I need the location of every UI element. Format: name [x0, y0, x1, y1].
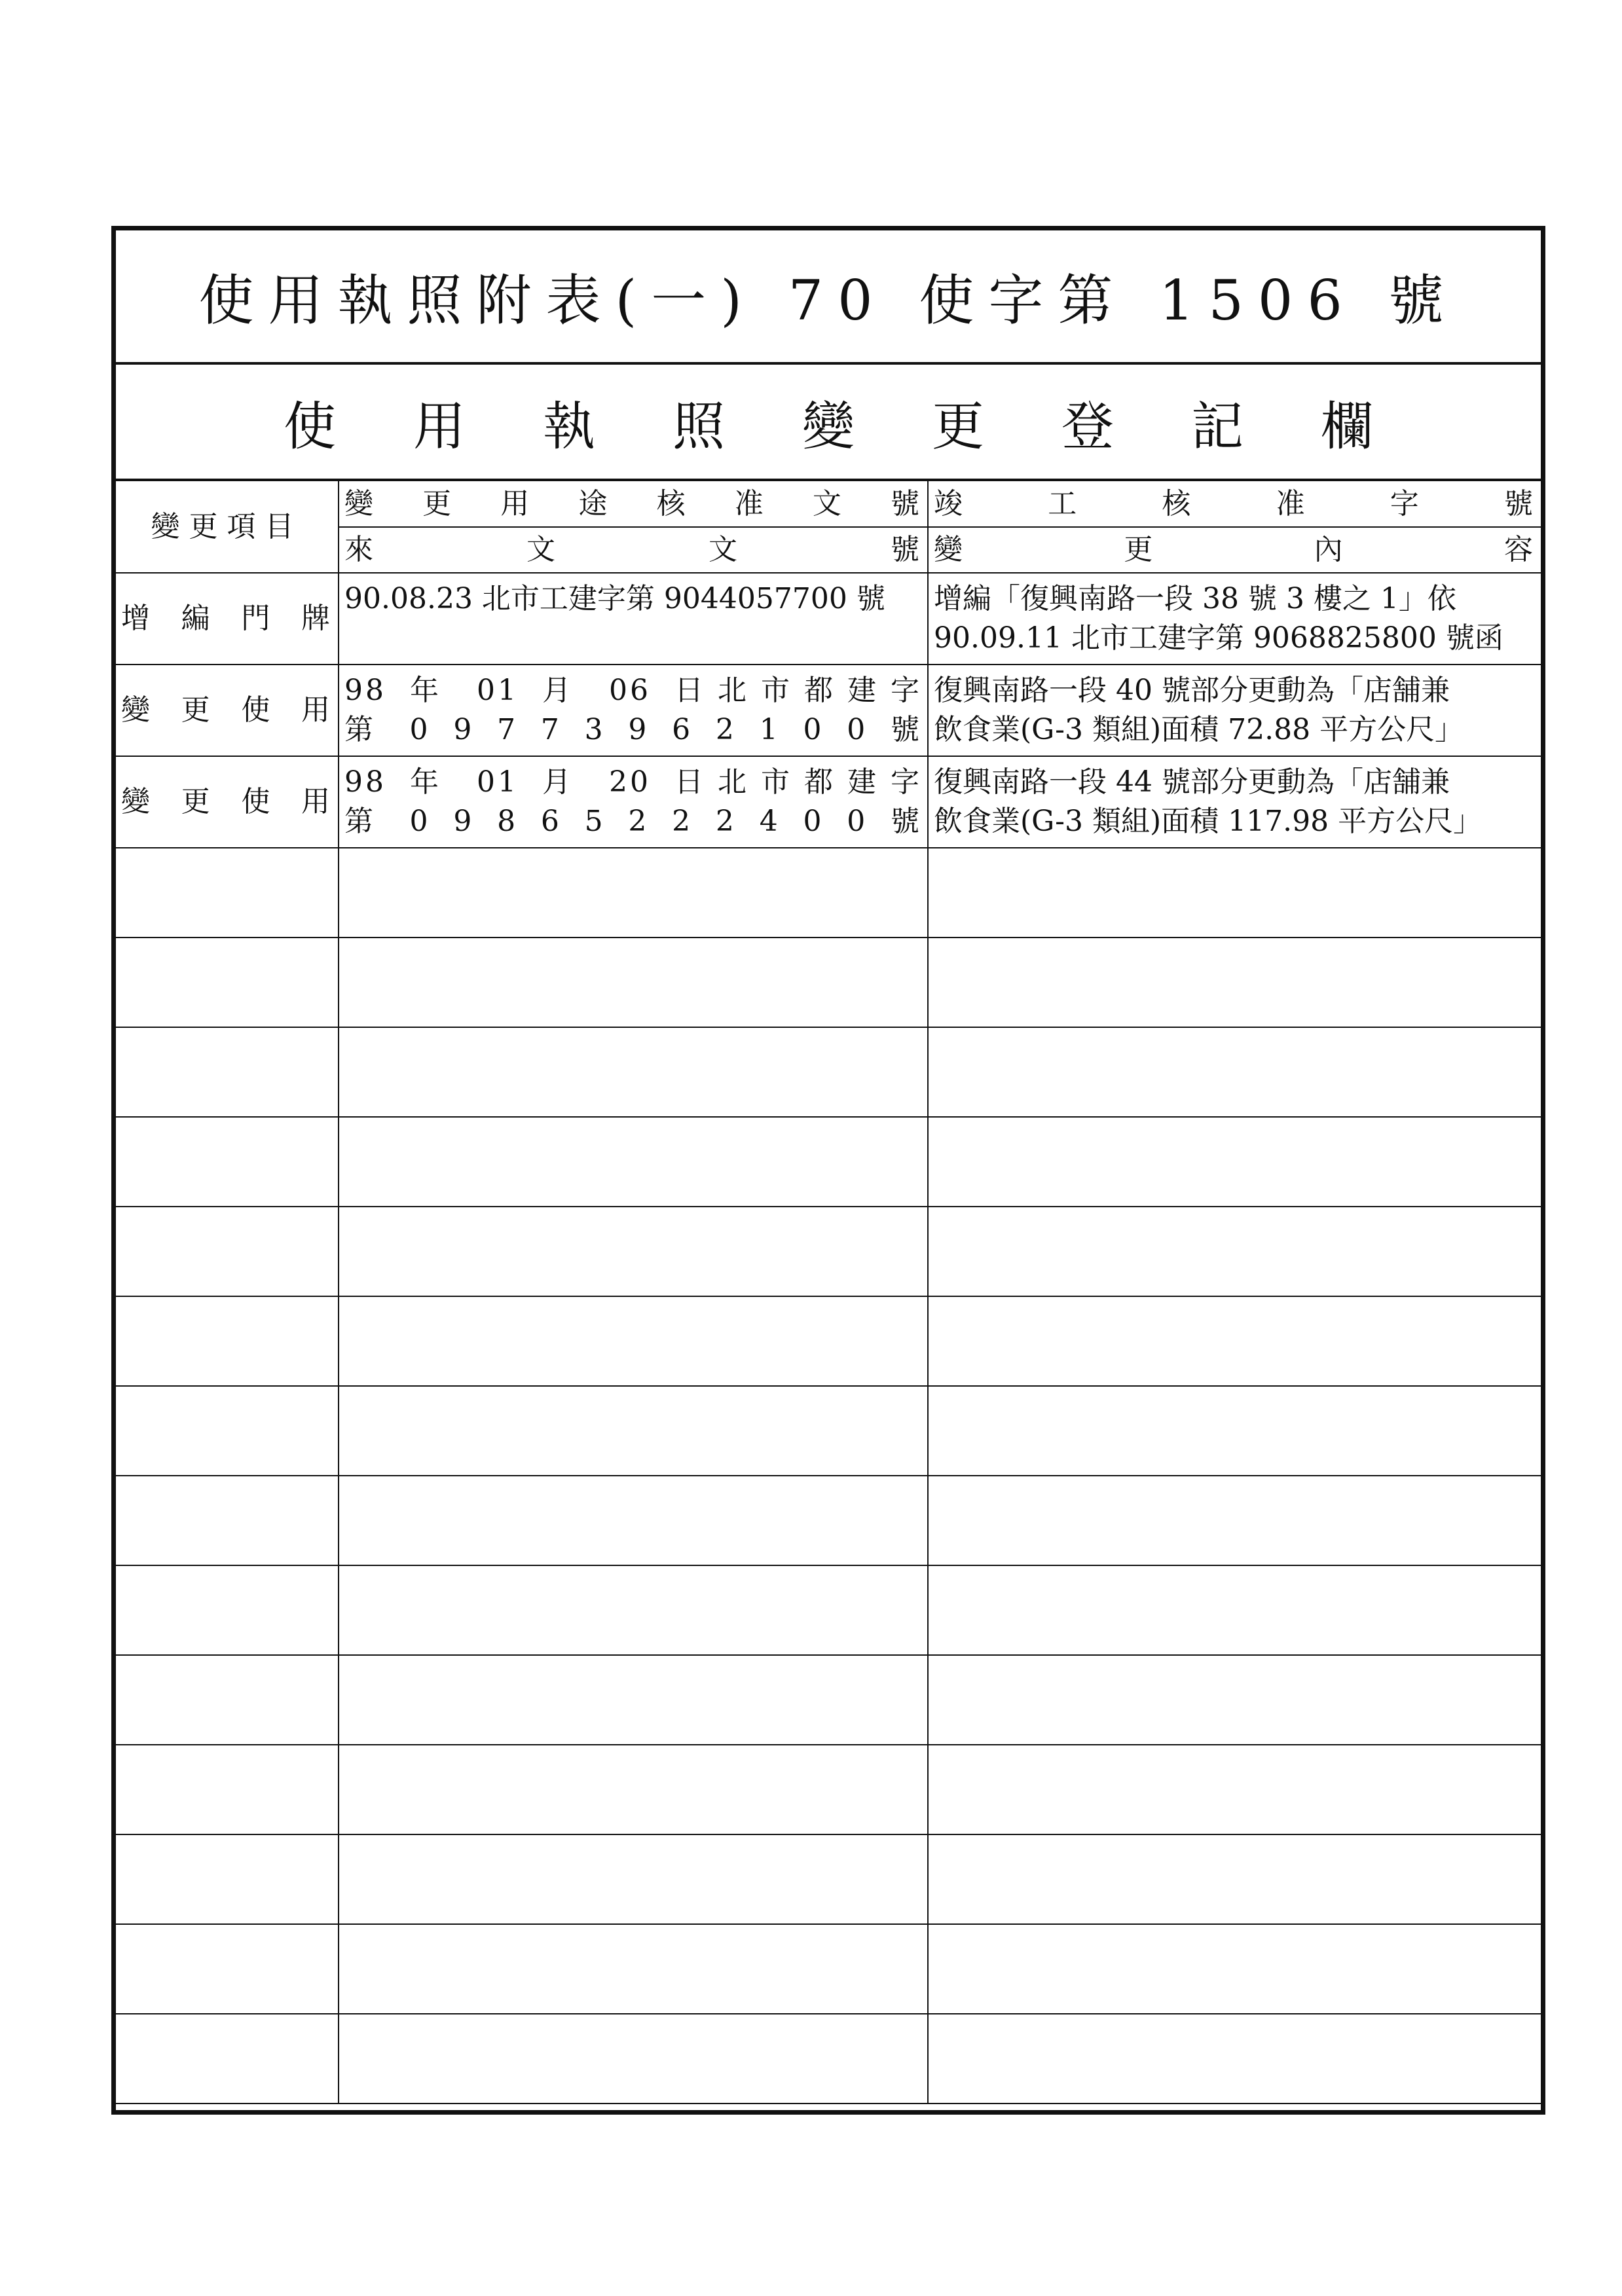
blank-table-row — [116, 1745, 1541, 1834]
blank-cell — [339, 1117, 928, 1207]
blank-cell — [339, 938, 928, 1027]
table-row — [116, 756, 1541, 848]
blank-cell — [116, 848, 339, 938]
blank-cell — [928, 1386, 1541, 1476]
blank-cell — [928, 1834, 1541, 1924]
row-change-content — [928, 756, 1541, 848]
blank-cell — [116, 1386, 339, 1476]
change-register-table — [116, 481, 1541, 2104]
blank-cell — [116, 1027, 339, 1117]
blank-table-row — [116, 1565, 1541, 1655]
header-completion-no: 竣工核准字號 — [928, 481, 1541, 527]
blank-cell — [339, 2014, 928, 2104]
blank-cell — [339, 1565, 928, 1655]
blank-cell — [116, 1565, 339, 1655]
row-change-content — [928, 665, 1541, 756]
content-line-1: 復興南路一段 44 號部分更動為「店舗兼 — [934, 765, 1450, 799]
doc-line-2 — [344, 619, 922, 658]
header-incoming-no: 來文文號 — [339, 527, 928, 573]
blank-table-row — [116, 2014, 1541, 2104]
blank-cell — [339, 1386, 928, 1476]
blank-cell — [339, 848, 928, 938]
blank-cell — [928, 1924, 1541, 2014]
blank-cell — [116, 1117, 339, 1207]
blank-cell — [116, 1296, 339, 1386]
table-row — [116, 573, 1541, 665]
content-line-1: 復興南路一段 40 號部分更動為「店舗兼 — [934, 674, 1450, 707]
blank-table-row — [116, 1924, 1541, 2014]
blank-table-row — [116, 1386, 1541, 1476]
header-change-content: 變更內容 — [928, 527, 1541, 573]
doc-line-1: 98 年 01 月 06 日北市都建字 — [344, 674, 922, 707]
blank-cell — [116, 1476, 339, 1565]
blank-cell — [116, 1655, 339, 1745]
content-line-1: 增編「復興南路一段 38 號 3 樓之 1」依 — [934, 582, 1456, 615]
blank-table-row — [116, 1296, 1541, 1386]
blank-cell — [928, 1476, 1541, 1565]
doc-line-2: 第 0 9 7 7 3 9 6 2 1 0 0 號 — [344, 713, 922, 746]
blank-table-row — [116, 938, 1541, 1027]
blank-table-row — [116, 848, 1541, 938]
blank-table-row — [116, 1834, 1541, 1924]
doc-line-1: 98 年 01 月 20 日北市都建字 — [344, 765, 922, 799]
content-line-2: 90.09.11 北市工建字第 9068825800 號函 — [934, 621, 1503, 655]
row-change-item: 增編門牌 — [116, 573, 339, 665]
blank-cell — [928, 1745, 1541, 1834]
license-appendix-sheet — [111, 226, 1545, 2115]
blank-cell — [928, 1296, 1541, 1386]
blank-cell — [339, 1207, 928, 1296]
blank-cell — [116, 1745, 339, 1834]
row-change-content — [928, 573, 1541, 665]
blank-cell — [339, 1745, 928, 1834]
blank-cell — [339, 1296, 928, 1386]
blank-table-row — [116, 1207, 1541, 1296]
blank-cell — [928, 2014, 1541, 2104]
header-approval-no: 變更用途核准文號 — [339, 481, 928, 527]
blank-cell — [928, 1655, 1541, 1745]
table-row — [116, 665, 1541, 756]
blank-table-row — [116, 1476, 1541, 1565]
content-line-2: 飲食業(G-3 類組)面積 72.88 平方公尺」 — [934, 713, 1464, 746]
doc-line-2: 第 0 9 8 6 5 2 2 2 4 0 0 號 — [344, 805, 922, 838]
blank-cell — [339, 1655, 928, 1745]
blank-table-row — [116, 1117, 1541, 1207]
header-row-1 — [116, 481, 1541, 527]
blank-cell — [928, 1207, 1541, 1296]
row-change-item: 變更使用 — [116, 756, 339, 848]
blank-cell — [339, 1834, 928, 1924]
blank-cell — [116, 1924, 339, 2014]
blank-cell — [339, 1476, 928, 1565]
doc-line-1: 90.08.23 北市工建字第 9044057700 號 — [344, 582, 885, 615]
blank-table-row — [116, 1655, 1541, 1745]
blank-cell — [928, 938, 1541, 1027]
blank-cell — [116, 2014, 339, 2104]
blank-cell — [928, 1565, 1541, 1655]
blank-cell — [928, 1117, 1541, 1207]
header-change-item: 變更項目 — [116, 481, 339, 573]
document-title: 使用執照附表(一) 70 使字第 1506 號 — [116, 230, 1541, 365]
blank-cell — [928, 848, 1541, 938]
row-change-item: 變更使用 — [116, 665, 339, 756]
row-document-no — [339, 665, 928, 756]
content-line-2: 飲食業(G-3 類組)面積 117.98 平方公尺」 — [934, 805, 1483, 838]
blank-cell — [116, 938, 339, 1027]
blank-cell — [928, 1027, 1541, 1117]
blank-cell — [339, 1924, 928, 2014]
blank-cell — [339, 1027, 928, 1117]
document-subtitle: 使用執照變更登記欄 — [116, 365, 1541, 481]
blank-table-row — [116, 1027, 1541, 1117]
row-document-no — [339, 756, 928, 848]
blank-cell — [116, 1834, 339, 1924]
blank-cell — [116, 1207, 339, 1296]
row-document-no — [339, 573, 928, 665]
